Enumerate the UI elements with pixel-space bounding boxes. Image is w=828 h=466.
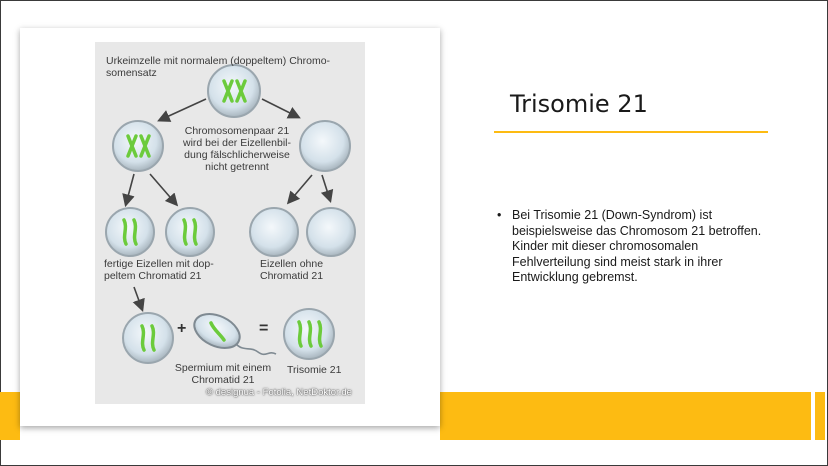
- arrow-right-down-2: [322, 175, 330, 200]
- arrow-left-down-2: [150, 174, 176, 204]
- bullet-marker: •: [497, 208, 502, 222]
- egg-cell-double-2: [166, 208, 214, 256]
- egg-cell-empty-1: [250, 208, 298, 256]
- top-label: [106, 55, 366, 79]
- sperm-label: [168, 362, 278, 386]
- left-label: [104, 258, 244, 282]
- right-label-line-2: Chromatid 21: [260, 270, 324, 282]
- egg-cell-empty-2: [307, 208, 355, 256]
- arrow-left-down-1: [126, 174, 134, 204]
- arrow-right-down-1: [289, 175, 312, 202]
- result-label: Trisomie 21: [287, 364, 342, 376]
- arrow-to-fertilization: [134, 287, 142, 309]
- right-label: [260, 258, 350, 282]
- sperm-label-line-2: Chromatid 21: [191, 374, 255, 386]
- arrow-to-right-cell: [262, 99, 298, 117]
- equals-sign: =: [259, 320, 269, 337]
- middle-label-line-3: dung fälschlicherweise: [184, 149, 290, 161]
- egg-cell-double-1: [106, 208, 154, 256]
- top-label-line-1: Urkeimzelle mit normalem (doppeltem) Chromo-: [106, 55, 331, 67]
- egg-cell-pair: [113, 121, 163, 171]
- sperm-label-line-1: Spermium mit einem: [174, 362, 272, 374]
- slide-title: Trisomie 21: [510, 90, 648, 118]
- title-underline: [494, 131, 768, 133]
- plus-sign: +: [177, 320, 187, 337]
- image-credit: © designua - Fotolia, NetDoktor.de: [206, 387, 352, 398]
- bullet-item: Bei Trisomie 21 (Down-Syndrom) ist beispielsweise das Chromosom 21 betroffen. Kinder mit dieser chromosomalen Fehlverteilung sind meist stark in ihrer Entwicklung gebremst.: [512, 208, 762, 284]
- middle-label-line-1: Chromosomenpaar 21: [184, 125, 290, 137]
- middle-label-line-2: wird bei der Eizellenbil-: [183, 137, 291, 149]
- left-label-line-1: fertige Eizellen mit dop-: [104, 258, 214, 270]
- egg-cell-fertilization: [123, 313, 173, 363]
- middle-label: [172, 125, 302, 173]
- left-label-line-2: peltem Chromatid 21: [104, 270, 202, 282]
- arrow-to-left-cell: [160, 99, 206, 120]
- egg-cell-empty-top: [300, 121, 350, 171]
- top-label-line-2: somensatz: [106, 67, 157, 79]
- right-label-line-1: Eizellen ohne: [260, 258, 324, 270]
- middle-label-line-4: nicht getrennt: [205, 161, 269, 173]
